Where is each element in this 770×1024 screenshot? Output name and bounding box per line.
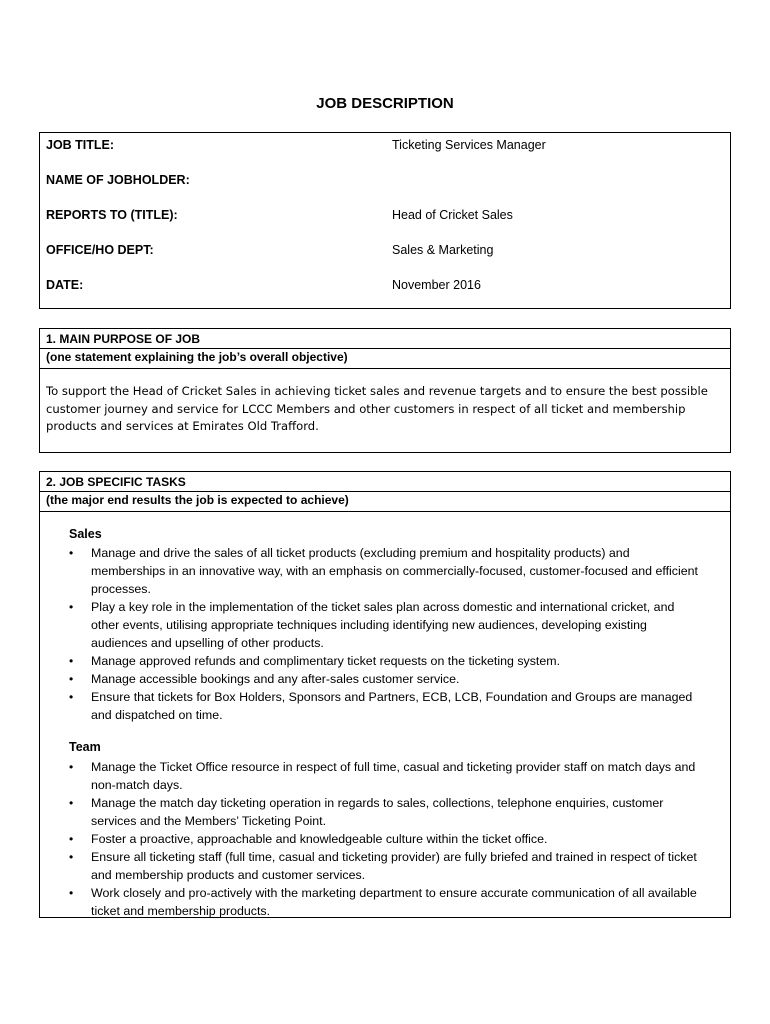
bullet-icon: • bbox=[69, 796, 74, 810]
bullet-icon: • bbox=[69, 546, 74, 560]
tasks-header bbox=[40, 472, 730, 512]
date-label: DATE: bbox=[46, 278, 84, 292]
list-item-text: Manage and drive the sales of all ticket products (excluding premium and hospitality products) and memberships in an innovative way, with an emphasis on commercially-focused, customer-focused and efficient processes. bbox=[91, 546, 698, 596]
team-section-title: Team bbox=[69, 740, 101, 754]
bullet-icon: • bbox=[69, 850, 74, 864]
list-item-text: Manage the match day ticketing operation in regards to sales, collections, telephone enquiries, customer services and the Members’ Ticketing Point. bbox=[91, 796, 664, 828]
list-item bbox=[40, 830, 730, 848]
list-item-text: Ensure that tickets for Box Holders, Sponsors and Partners, ECB, LCB, Foundation and Groups are managed and dispatched on time. bbox=[91, 690, 693, 722]
list-item bbox=[40, 652, 730, 670]
dept-value: Sales & Marketing bbox=[392, 243, 494, 257]
bullet-icon: • bbox=[69, 832, 74, 846]
jobholder-label: NAME OF JOBHOLDER: bbox=[46, 173, 190, 187]
list-item-text: Play a key role in the implementation of the ticket sales plan across domestic and international cricket, and other events, utilising appropriate techniques including identifying new audiences, developing existing audiences and upselling of other products. bbox=[91, 600, 675, 650]
list-item bbox=[40, 758, 730, 794]
bullet-icon: • bbox=[69, 654, 74, 668]
tasks-subheading: (the major end results the job is expected to achieve) bbox=[46, 493, 349, 507]
list-item bbox=[40, 848, 730, 884]
list-item-text: Foster a proactive, approachable and knowledgeable culture within the ticket office. bbox=[91, 832, 548, 846]
dept-label: OFFICE/HO DEPT: bbox=[46, 243, 154, 257]
reports-to-label: REPORTS TO (TITLE): bbox=[46, 208, 178, 222]
job-title-value: Ticketing Services Manager bbox=[392, 138, 546, 152]
team-task-list bbox=[40, 758, 730, 920]
purpose-header bbox=[40, 329, 730, 369]
purpose-subheading: (one statement explaining the job’s overall objective) bbox=[46, 350, 348, 364]
tasks-heading: 2. JOB SPECIFIC TASKS bbox=[40, 474, 730, 492]
date-value: November 2016 bbox=[392, 278, 481, 292]
bullet-icon: • bbox=[69, 672, 74, 686]
purpose-text: To support the Head of Cricket Sales in achieving ticket sales and revenue targets and to ensure the best possible customer journey and service for LCCC Members and other customers in respect of all ticket and membership products and services at Emirates Old Trafford. bbox=[46, 384, 708, 433]
purpose-heading: 1. MAIN PURPOSE OF JOB bbox=[40, 331, 730, 349]
job-title-label: JOB TITLE: bbox=[46, 138, 115, 152]
bullet-icon: • bbox=[69, 690, 74, 704]
list-item bbox=[40, 544, 730, 598]
list-item-text: Manage accessible bookings and any after-sales customer service. bbox=[91, 672, 460, 686]
list-item bbox=[40, 794, 730, 830]
bullet-icon: • bbox=[69, 760, 74, 774]
list-item bbox=[40, 670, 730, 688]
bullet-icon: • bbox=[69, 600, 74, 614]
job-details-box bbox=[39, 132, 731, 309]
list-item-text: Manage the Ticket Office resource in respect of full time, casual and ticketing provider staff on match days and non-match days. bbox=[91, 760, 696, 792]
list-item bbox=[40, 884, 730, 920]
bullet-icon: • bbox=[69, 886, 74, 900]
sales-section-title: Sales bbox=[69, 527, 102, 541]
list-item-text: Manage approved refunds and complimentary ticket requests on the ticketing system. bbox=[91, 654, 561, 668]
list-item bbox=[40, 688, 730, 724]
document-title: JOB DESCRIPTION bbox=[316, 95, 454, 112]
sales-task-list bbox=[40, 544, 730, 724]
list-item-text: Ensure all ticketing staff (full time, casual and ticketing provider) are fully briefed and trained in respect of ticket and membership products and customer services. bbox=[91, 850, 697, 882]
list-item-text: Work closely and pro-actively with the marketing department to ensure accurate communication of all available ticket and membership products. bbox=[91, 886, 697, 918]
list-item bbox=[40, 598, 730, 652]
main-purpose-box bbox=[39, 328, 731, 453]
reports-to-value: Head of Cricket Sales bbox=[392, 208, 513, 222]
job-tasks-box bbox=[39, 471, 731, 918]
